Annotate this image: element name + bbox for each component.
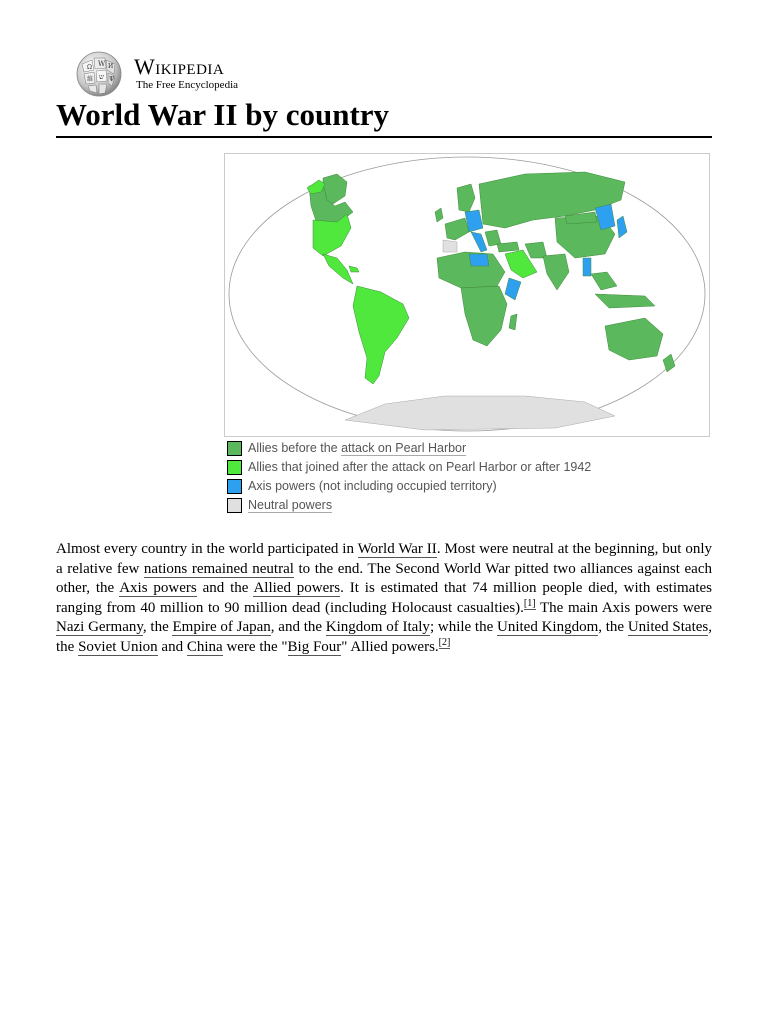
globe-glyph: Ψ <box>109 76 115 83</box>
paragraph-text: to the end. The Second World War pitted two alliances against each other, the <box>56 560 712 597</box>
paragraph-text: ; while the <box>429 619 498 636</box>
soviet-union-link[interactable]: Soviet Union <box>78 638 158 655</box>
legend-item-allies-before <box>227 440 708 459</box>
world-war-ii-link[interactable]: World War II <box>357 541 437 557</box>
globe-glyph: Ω <box>87 64 92 71</box>
axis-powers-link[interactable]: Axis powers <box>119 580 197 597</box>
reference-1-link[interactable]: [1] <box>523 597 536 609</box>
world-map <box>225 154 709 436</box>
paragraph-text: " Allied powers. <box>341 638 439 655</box>
paragraph-text: were the " <box>222 638 288 655</box>
legend-swatch <box>227 498 242 513</box>
map-legend <box>227 440 708 516</box>
wikipedia-wordmark: Wikipedia <box>134 54 225 79</box>
globe-glyph: И <box>108 63 114 70</box>
wikipedia-header[interactable] <box>72 50 332 100</box>
wikipedia-globe-logo[interactable] <box>72 50 126 98</box>
china-link[interactable]: China <box>186 638 223 655</box>
paragraph-text: , and the <box>270 619 326 636</box>
nations-remained-neutral-link[interactable]: nations remained neutral <box>143 560 294 577</box>
neutral-powers-link[interactable]: Neutral powers <box>248 498 333 512</box>
legend-swatch <box>227 441 242 456</box>
paragraph-text: . Most were neutral at the beginning, but only a relative few <box>56 541 713 577</box>
paragraph-text: and <box>157 638 187 655</box>
title-divider <box>56 136 712 138</box>
paragraph-text: and the <box>196 580 254 597</box>
legend-label: Allies before the <box>248 441 342 455</box>
nazi-germany-link[interactable]: Nazi Germany <box>56 619 143 636</box>
united-kingdom-link[interactable]: United Kingdom <box>497 619 599 636</box>
united-states-link[interactable]: United States <box>627 619 709 636</box>
libya-region <box>469 254 489 266</box>
world-map-figure[interactable] <box>224 153 710 437</box>
paragraph-text: , the <box>598 619 628 636</box>
iberia-region <box>443 240 457 252</box>
pearl-harbor-link[interactable]: attack on Pearl Harbor <box>341 441 467 455</box>
empire-of-japan-link[interactable]: Empire of Japan <box>172 619 271 636</box>
big-four-link[interactable]: Big Four <box>287 638 342 655</box>
legend-item-axis <box>227 478 708 497</box>
globe-glyph: W <box>98 60 106 68</box>
wikipedia-tagline: The Free Encyclopedia <box>136 79 239 91</box>
globe-glyph: ש <box>99 73 104 81</box>
page-title: World War II by country <box>56 97 390 132</box>
legend-item-allies-after <box>227 459 708 478</box>
paragraph-text: , the <box>56 619 712 655</box>
paragraph-text: , the <box>142 619 173 636</box>
allied-powers-link[interactable]: Allied powers <box>253 580 341 597</box>
thailand-region <box>583 258 591 276</box>
legend-label: Axis powers (not including occupied territory) <box>248 479 497 493</box>
paragraph-text: Almost every country in the world participated in <box>56 541 358 557</box>
legend-item-neutral <box>227 497 708 516</box>
paragraph-text: . It is estimated that 74 million people died, with estimates ranging from 40 million to 90 million dead (including Holocaust casualties). <box>56 580 712 616</box>
intro-paragraph <box>56 540 712 658</box>
reference-2-link[interactable]: [2] <box>438 636 451 648</box>
kingdom-of-italy-link[interactable]: Kingdom of Italy <box>325 619 430 636</box>
paragraph-text: The main Axis powers were <box>535 599 712 616</box>
legend-swatch <box>227 460 242 475</box>
legend-swatch <box>227 479 242 494</box>
turkey-region <box>497 242 519 252</box>
legend-label: Allies that joined after the attack on Pearl Harbor or after 1942 <box>248 460 592 474</box>
globe-glyph: 維 <box>87 76 94 83</box>
